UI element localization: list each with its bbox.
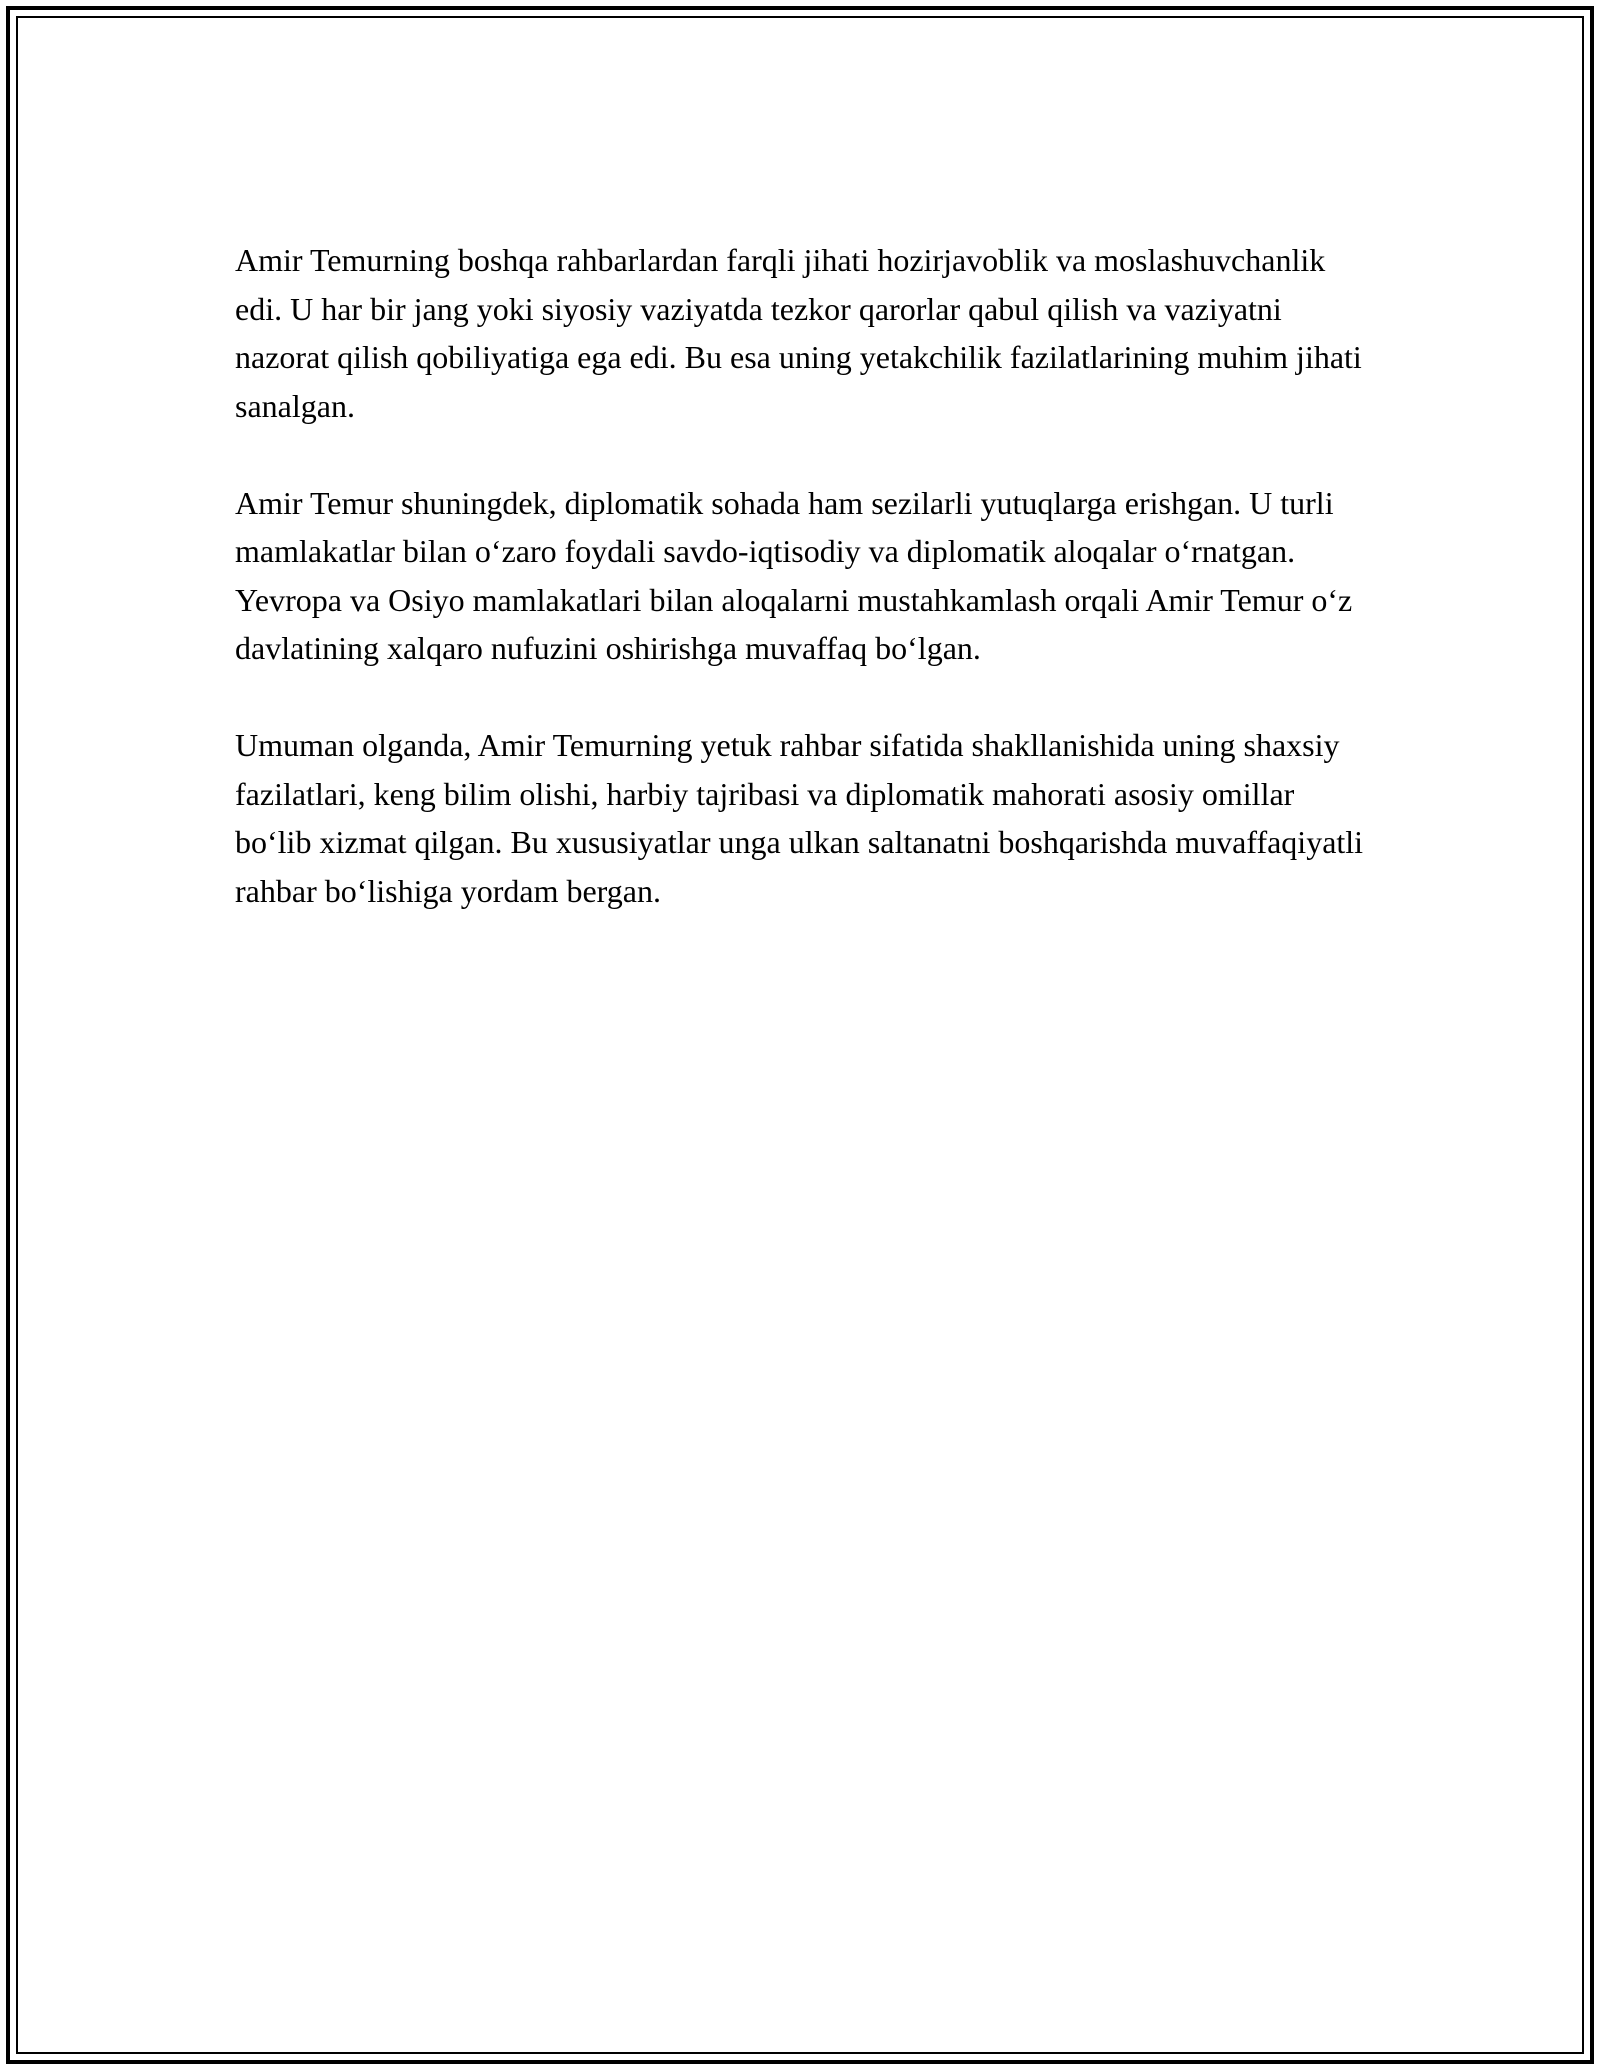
paragraph-1: Amir Temurning boshqa rahbarlardan farqli jihati hozirjavoblik va moslashuvchanlik edi. U har bir jang yoki siyosiy vaziyatda tezkor qarorlar qabul qilish va vaziyatni nazorat qilish qobiliyatiga ega edi. Bu esa uning yetakchilik fazilatlarining muhim jihati sanalgan.: [235, 242, 1362, 424]
paragraph-3: Umuman olganda, Amir Temurning yetuk rahbar sifatida shakllanishida uning shaxsiy fazilatlari, keng bilim olishi, harbiy tajribasi va diplomatik mahorati asosiy omillar bo‘lib xizmat qilgan. Bu xususiyatlar unga ulkan saltanatni boshqarishda muvaffaqiyatli rahbar bo‘lishiga yordam bergan.: [235, 727, 1364, 909]
paragraph-2: Amir Temur shuningdek, diplomatik sohada ham sezilarli yutuqlarga erishgan. U turli mamlakatlar bilan o‘zaro foydali savdo-iqtisodiy va diplomatik aloqalar o‘rnatgan. Yevropa va Osiyo mamlakatlari bilan aloqalarni mustahkamlash orqali Amir Temur o‘z davlatining xalqaro nufuzini oshirishga muvaffaq bo‘lgan.: [235, 484, 1353, 666]
document-body: [235, 236, 1365, 964]
